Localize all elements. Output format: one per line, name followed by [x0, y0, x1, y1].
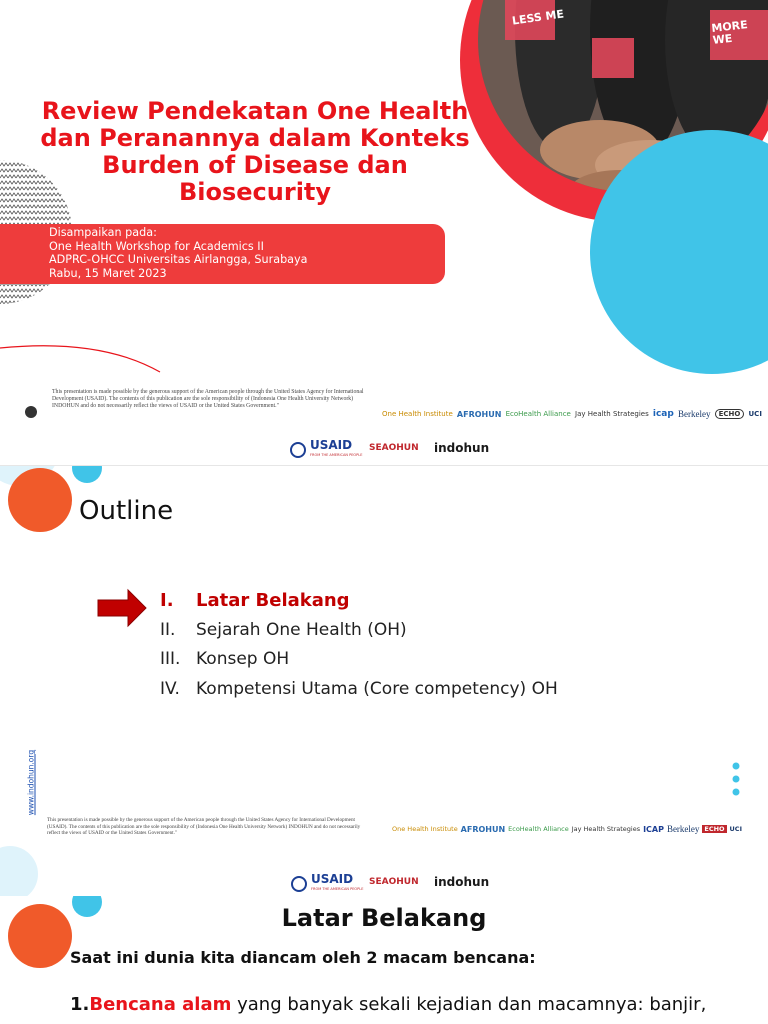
seaohun-logo: SEAOHUN	[369, 877, 419, 887]
outline-item-number: III.	[160, 649, 181, 669]
partner-logo: One Health Institute	[382, 410, 453, 418]
outline-item-label: Konsep OH	[196, 649, 290, 669]
outline-item	[160, 679, 558, 709]
outline-item-active	[160, 590, 558, 620]
partner-logo: UCI	[748, 410, 762, 418]
presented-line: ADPRC-OHCC Universitas Airlangga, Surabaya	[49, 253, 308, 266]
outline-item	[160, 620, 558, 650]
usaid-tagline: FROM THE AMERICAN PEOPLE	[311, 887, 364, 891]
title-line: dan Peranannya dalam Konteks	[40, 124, 470, 152]
usaid-logo	[290, 440, 362, 460]
outline-item-label: Sejarah One Health (OH)	[196, 619, 407, 640]
outline-list	[160, 590, 558, 708]
outline-item-number: I.	[160, 590, 174, 611]
latar-belakang-subtitle: Saat ini dunia kita diancam oleh 2 macam bencana:	[70, 948, 536, 967]
usaid-seal-icon	[290, 442, 306, 458]
slide-outline	[0, 466, 768, 896]
slide-title-heading	[40, 98, 470, 206]
disaster-point-1	[70, 992, 730, 1018]
bullet-dot-icon	[25, 406, 37, 418]
partner-logo: ECHO	[715, 409, 745, 419]
presented-info	[49, 226, 308, 280]
blue-dot-decoration	[72, 466, 102, 483]
indohun-side-link[interactable]	[20, 740, 40, 830]
partner-logo: UCI	[729, 825, 742, 833]
outline-item	[160, 649, 558, 679]
partner-logo: AFROHUN	[456, 409, 502, 419]
partner-logo: Jay Health Strategies	[571, 825, 641, 833]
seaohun-logo: SEAOHUN	[369, 443, 419, 453]
partner-logo: Berkeley	[666, 824, 700, 834]
indohun-logo: indohun	[434, 441, 490, 455]
partner-logos-row	[392, 819, 742, 839]
partner-logo: AFROHUN	[460, 824, 506, 834]
point-highlight: Bencana alam	[89, 994, 232, 1015]
presented-line: Rabu, 15 Maret 2023	[49, 266, 167, 280]
partner-logo: Jay Health Strategies	[575, 410, 649, 418]
usaid-logo	[291, 874, 363, 894]
usaid-logo-text: USAID	[311, 872, 354, 886]
usaid-seal-icon	[291, 876, 307, 892]
slide-title	[0, 0, 768, 466]
point-number: 1.	[70, 994, 90, 1015]
partner-logo: ECHO	[704, 825, 725, 833]
usaid-disclaimer: This presentation is made possible by the generous support of the American people through the United States Agency for International Development (USAID). The contents of this publication are the sole responsibility of (Indonesia One Health University Network) INDOHUN and do not necessarily reflect the views of USAID or the United States Government."	[47, 817, 361, 836]
title-line: Burden of Disease dan	[102, 151, 408, 179]
shirt-text-line: MORE WE	[710, 18, 749, 47]
partner-logo: One Health Institute	[392, 825, 458, 833]
orange-circle-decoration	[8, 468, 72, 532]
outline-item-number: II.	[160, 619, 176, 640]
usaid-tagline: FROM THE AMERICAN PEOPLE	[310, 453, 363, 457]
usaid-disclaimer: This presentation is made possible by the generous support of the American people through the United States Agency for International Development (USAID). The contents of this publication are the sole responsibility of (Indonesia One Health University Network) INDOHUN and do not necessarily reflect the views of USAID or the United States Government."	[52, 389, 364, 409]
arrow-right-icon	[98, 590, 146, 626]
presented-line: One Health Workshop for Academics II	[49, 239, 264, 253]
partner-logos-row	[382, 404, 762, 424]
partner-logo: EcoHealth Alliance	[508, 825, 569, 833]
title-line: Biosecurity	[178, 178, 332, 206]
presented-line: Disampaikan pada:	[49, 226, 157, 239]
light-blue-circle-decoration	[0, 846, 38, 896]
outline-item-number: IV.	[160, 678, 180, 699]
outline-item-label: Latar Belakang	[196, 590, 350, 611]
partner-logo: EcoHealth Alliance	[505, 410, 571, 418]
outline-item-label: Kompetensi Utama (Core competency) OH	[196, 678, 558, 699]
point-text: yang banyak sekali kejadian dan macamnya: banjir,	[231, 994, 707, 1015]
partner-logo: icap	[652, 409, 674, 419]
latar-belakang-title: Latar Belakang	[281, 904, 487, 932]
indohun-logo: indohun	[434, 875, 490, 889]
shirt-text-line: LESS ME	[511, 7, 565, 28]
slide-latar-belakang	[0, 896, 768, 1024]
usaid-logo-text: USAID	[310, 438, 353, 452]
title-line: Review Pendekatan One Health	[41, 97, 469, 125]
partner-logo: Berkeley	[677, 409, 711, 419]
partner-logo: ICAP	[643, 824, 664, 834]
outline-title: Outline	[79, 496, 174, 526]
indohun-side-link-text[interactable]: www.indohun.org	[26, 749, 36, 816]
